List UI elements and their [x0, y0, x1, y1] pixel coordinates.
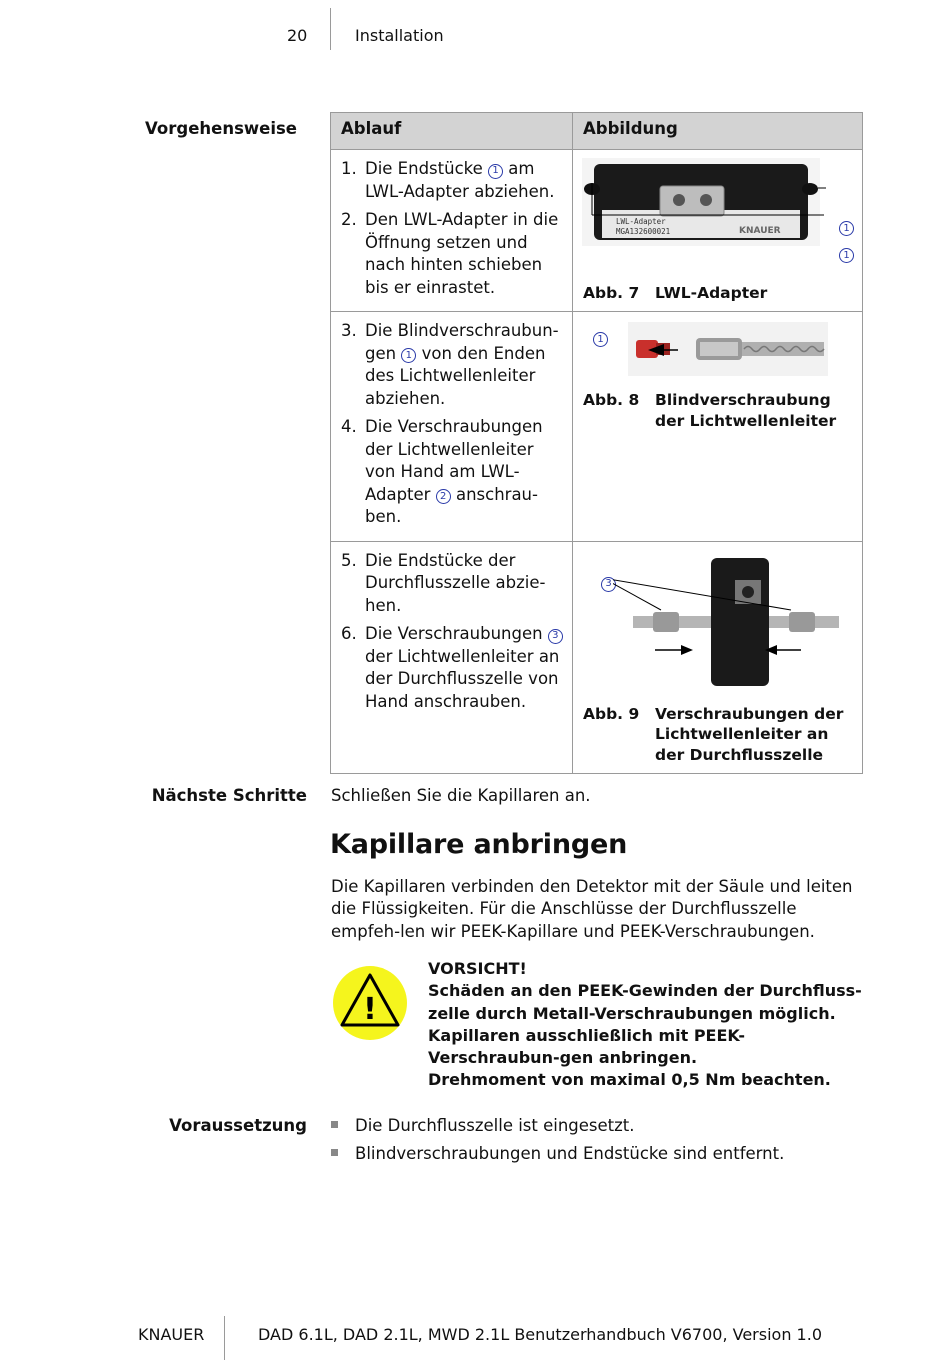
figure-cell	[573, 541, 863, 773]
step-text-part: anschrau-ben.	[365, 484, 538, 526]
step-item	[341, 550, 564, 618]
callout-marker-1: 1	[488, 164, 503, 179]
warning-symbol: !	[363, 992, 377, 1027]
steps-cell	[331, 541, 573, 773]
figure-number: Abb. 7	[583, 284, 640, 302]
callout-marker-3: 3	[548, 629, 563, 644]
figure-flow-cell	[613, 552, 843, 692]
step-number: 4.	[341, 417, 357, 436]
page-number: 20	[287, 26, 308, 45]
step-number: 2.	[341, 210, 357, 229]
table-row	[331, 541, 863, 773]
step-number: 3.	[341, 321, 357, 340]
step-number: 5.	[341, 550, 357, 570]
device-label-text: LWL-Adapter	[616, 217, 666, 226]
table-row	[331, 150, 863, 312]
device-brand-text: KNAUER	[739, 226, 781, 236]
figure-number: Abb. 9	[583, 704, 640, 723]
callout-marker-1: 1	[593, 332, 608, 347]
step-item	[341, 209, 564, 299]
figure-number: Abb. 8	[583, 391, 640, 409]
prerequisite-list	[331, 1116, 784, 1172]
callout-marker-1: 1	[839, 221, 854, 236]
list-item	[331, 1116, 784, 1144]
warning-title: VORSICHT!	[428, 959, 527, 978]
list-item-text: Die Durchflusszelle ist eingesetzt.	[355, 1116, 635, 1135]
figure-caption	[583, 390, 863, 431]
running-header-section: Installation	[355, 26, 444, 45]
figure-title: LWL-Adapter	[655, 284, 768, 302]
header-divider	[330, 8, 331, 50]
step-text-part: der Lichtwellenleiter an der Durchflusszelle von Hand anschrauben.	[365, 646, 560, 711]
step-number: 6.	[341, 624, 357, 643]
step-text-part: Die Verschraubungen der Lichtwellenleiter von Hand am LWL-Adapter	[365, 417, 543, 504]
warning-message	[428, 958, 868, 1092]
table-header-row	[331, 113, 863, 150]
lwl-adapter-photo	[582, 158, 862, 258]
step-item	[341, 623, 564, 713]
procedure-table	[330, 112, 863, 774]
step-text-part: am LWL-Adapter abziehen.	[365, 159, 555, 201]
footer-divider	[224, 1316, 225, 1360]
step-text-part: von den Enden des Lichtwellenleiter abziehen.	[365, 343, 546, 408]
step-text	[365, 623, 564, 713]
step-item	[341, 158, 564, 203]
step-text-part: Die Verschraubungen	[365, 624, 543, 643]
callout-marker-1: 1	[839, 248, 854, 263]
step-item	[341, 320, 564, 410]
figure-cell	[573, 150, 863, 312]
side-label-next-steps: Nächste Schritte	[151, 786, 307, 805]
figure-blind-fitting	[628, 322, 828, 376]
column-header-figure: Abbildung	[573, 113, 863, 150]
callout-marker-2: 2	[436, 489, 451, 504]
warning-torque-note: Drehmoment von maximal 0,5 Nm beachten.	[428, 1070, 831, 1090]
figure-title: Verschraubungen der Lichtwellenleiter an der Durchflusszelle	[655, 704, 844, 764]
warning-triangle-icon	[332, 965, 408, 1041]
figure-title: Blindverschraubung der Lichtwellenleiter	[655, 391, 837, 430]
column-header-steps: Ablauf	[331, 113, 573, 150]
flow-cell-photo	[613, 552, 843, 692]
figure-caption	[583, 704, 863, 766]
step-text	[365, 320, 564, 410]
step-text	[365, 416, 564, 529]
steps-cell	[331, 150, 573, 312]
warning-body: Schäden an den PEEK-Gewinden der Durchfluss-zelle durch Metall-Verschraubungen möglich. Kapillaren ausschließlich mit PEEK-Verschraubun-gen anbringen.	[428, 981, 862, 1068]
figure-lwl-adapter	[582, 158, 862, 258]
step-text: Den LWL-Adapter in die Öffnung setzen und nach hinten schieben bis er einrastet.	[365, 210, 559, 297]
step-text-part: Die Endstücke	[365, 159, 483, 178]
figure-cell	[573, 312, 863, 542]
table-row	[331, 312, 863, 542]
step-text-part: Die Blindverschraubun-gen	[365, 321, 559, 363]
footer-brand: KNAUER	[138, 1325, 205, 1344]
list-item	[331, 1144, 784, 1172]
callout-marker-1: 1	[401, 348, 416, 363]
section-heading: Kapillare anbringen	[330, 829, 628, 860]
step-text	[365, 158, 564, 203]
step-text: Die Endstücke der Durchflusszelle abzie-hen.	[365, 550, 546, 615]
section-intro: Die Kapillaren verbinden den Detektor mit der Säule und leiten die Flüssigkeiten. Für die Anschlüsse der Durchflusszelle empfeh-len wir PEEK-Kapillare und PEEK-Verschraubungen.	[331, 877, 853, 941]
side-label-prerequisite: Voraussetzung	[169, 1116, 307, 1135]
callout-marker-3: 3	[601, 577, 616, 592]
bullet-square-icon	[331, 1149, 338, 1156]
step-item	[341, 416, 564, 529]
figure-caption	[583, 283, 853, 304]
bullet-square-icon	[331, 1121, 338, 1128]
step-number: 1.	[341, 159, 357, 178]
steps-cell	[331, 312, 573, 542]
list-item-text: Blindverschraubungen und Endstücke sind entfernt.	[355, 1144, 785, 1163]
blind-fitting-photo	[628, 322, 828, 376]
device-serial-text: MGA132600021	[616, 227, 671, 236]
side-label-procedure: Vorgehensweise	[145, 119, 297, 138]
footer-document-title: DAD 6.1L, DAD 2.1L, MWD 2.1L Benutzerhandbuch V6700, Version 1.0	[258, 1325, 822, 1344]
next-steps-text: Schließen Sie die Kapillaren an.	[331, 786, 591, 805]
